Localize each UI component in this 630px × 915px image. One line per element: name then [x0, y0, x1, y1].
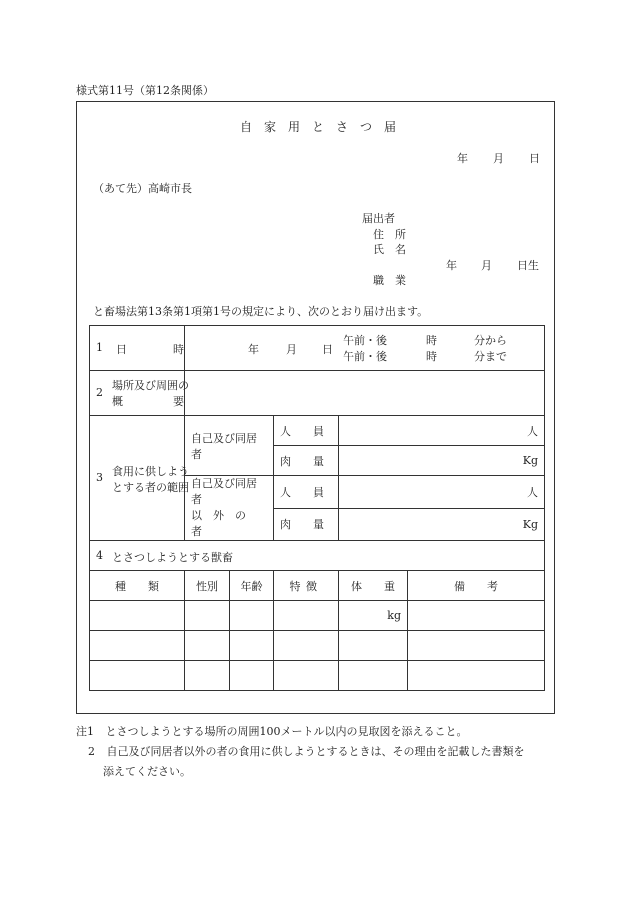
place-value-cell[interactable] [185, 371, 545, 416]
cell-age[interactable] [230, 631, 274, 661]
row2-label-line2b: 要 [173, 395, 184, 408]
cell-age[interactable] [230, 601, 274, 631]
cell-kind[interactable] [90, 631, 185, 661]
dt-month: 月 [286, 343, 297, 356]
row3-label-line2: とする者の範囲 [112, 480, 189, 494]
row2-label-line1: 場所及び周囲の [112, 379, 189, 392]
dt-until: 分まで [474, 350, 507, 363]
dt-day: 日 [322, 343, 333, 356]
date-year: 年 [457, 152, 468, 165]
scope-others-people-label: 人 員 [274, 476, 339, 509]
note-1 [76, 722, 556, 742]
form-title: 自 家 用 と さ つ 届 [240, 120, 397, 134]
col-age: 年齢 [230, 571, 274, 601]
livestock-data-row [90, 631, 545, 661]
row2-label-line2a: 概 [112, 395, 123, 408]
col-kind: 種 類 [90, 571, 185, 601]
scope-self-meat-unit[interactable]: Kg [339, 446, 545, 476]
cell-weight[interactable]: kg [339, 601, 408, 631]
cell-kind[interactable] [90, 661, 185, 691]
applicant-name-label: 氏 名 [373, 243, 406, 256]
cell-weight[interactable] [339, 631, 408, 661]
dt-hour-end: 時 [426, 350, 437, 363]
scope-self-people-row [90, 416, 545, 446]
scope-others-meat-unit[interactable]: Kg [339, 508, 545, 541]
scope-others-people-unit[interactable]: 人 [339, 476, 545, 509]
form-table [89, 325, 545, 691]
note-1-number: 注1 [76, 725, 94, 738]
row2-number: 2 [96, 386, 103, 399]
datetime-row [90, 326, 545, 371]
cell-feature[interactable] [274, 601, 339, 631]
scope-others-label-line1: 自己及び同居者 [191, 477, 257, 506]
cell-remarks[interactable] [408, 631, 545, 661]
row1-number: 1 [96, 341, 103, 354]
scope-self-label: 自己及び同居者 [185, 416, 274, 476]
birth-year: 年 [446, 259, 457, 272]
note-2 [76, 742, 556, 762]
note-2-text-line1: 自己及び同居者以外の者の食用に供しようとするときは、その理由を記載した書類を [106, 745, 525, 758]
place-row [90, 371, 545, 416]
row4-label: とさつしようとする獣畜 [112, 551, 233, 564]
applicant-label: 届出者 [362, 212, 395, 225]
dt-ampm-start: 午前・後 [343, 334, 387, 347]
livestock-label-cell [90, 541, 545, 571]
note-2-continued [76, 762, 556, 782]
col-feature: 特徴 [274, 571, 339, 601]
scope-self-people-unit[interactable]: 人 [339, 416, 545, 446]
cell-remarks[interactable] [408, 661, 545, 691]
cell-feature[interactable] [274, 661, 339, 691]
date-month: 月 [493, 152, 504, 165]
notes [76, 722, 556, 782]
date-day: 日 [529, 152, 540, 165]
scope-others-meat-label: 肉 量 [274, 508, 339, 541]
cell-sex[interactable] [185, 661, 230, 691]
dt-year: 年 [248, 343, 259, 356]
scope-self-people-label: 人 員 [274, 416, 339, 446]
applicant-address-label: 住 所 [373, 228, 406, 241]
cell-weight[interactable] [339, 661, 408, 691]
datetime-label-cell [90, 326, 185, 371]
row4-number: 4 [96, 549, 103, 562]
dt-hour-start: 時 [426, 334, 437, 347]
row1-label-a: 日 [116, 343, 127, 356]
scope-self-meat-label: 肉 量 [274, 446, 339, 476]
col-remarks: 備 考 [408, 571, 545, 601]
livestock-columns-row [90, 571, 545, 601]
form-number: 様式第11号（第12条関係） [76, 84, 214, 97]
applicant-occupation-label: 職 業 [373, 274, 406, 287]
livestock-data-row [90, 661, 545, 691]
cell-sex[interactable] [185, 601, 230, 631]
scope-others-label-line2: 以 外 の 者 [191, 509, 257, 538]
cell-sex[interactable] [185, 631, 230, 661]
cell-remarks[interactable] [408, 601, 545, 631]
dt-from: 分から [474, 334, 507, 347]
row3-label-line1: 食用に供しよう [112, 464, 189, 478]
cell-feature[interactable] [274, 631, 339, 661]
datetime-value-cell [185, 326, 545, 371]
livestock-data-row [90, 601, 545, 631]
scope-label-cell [90, 416, 189, 541]
livestock-header-row [90, 541, 545, 571]
dt-ampm-end: 午前・後 [343, 350, 387, 363]
row1-label-b: 時 [173, 343, 184, 356]
note-2-number: 2 [88, 745, 95, 758]
birth-day: 日生 [517, 259, 539, 272]
col-weight: 体 重 [339, 571, 408, 601]
place-label-cell [90, 371, 189, 416]
note-2-text-line2: 添えてください。 [103, 765, 191, 778]
scope-others-label-cell [185, 476, 274, 541]
note-1-text: とさつしようとする場所の周囲100メートル以内の見取図を添えること。 [105, 725, 468, 738]
cell-age[interactable] [230, 661, 274, 691]
row3-number: 3 [96, 470, 103, 484]
addressee: （あて先）高崎市長 [93, 182, 192, 195]
cell-kind[interactable] [90, 601, 185, 631]
birth-month: 月 [481, 259, 492, 272]
statement: と畜場法第13条第1項第1号の規定により、次のとおり届け出ます。 [93, 305, 429, 318]
col-sex: 性別 [185, 571, 230, 601]
